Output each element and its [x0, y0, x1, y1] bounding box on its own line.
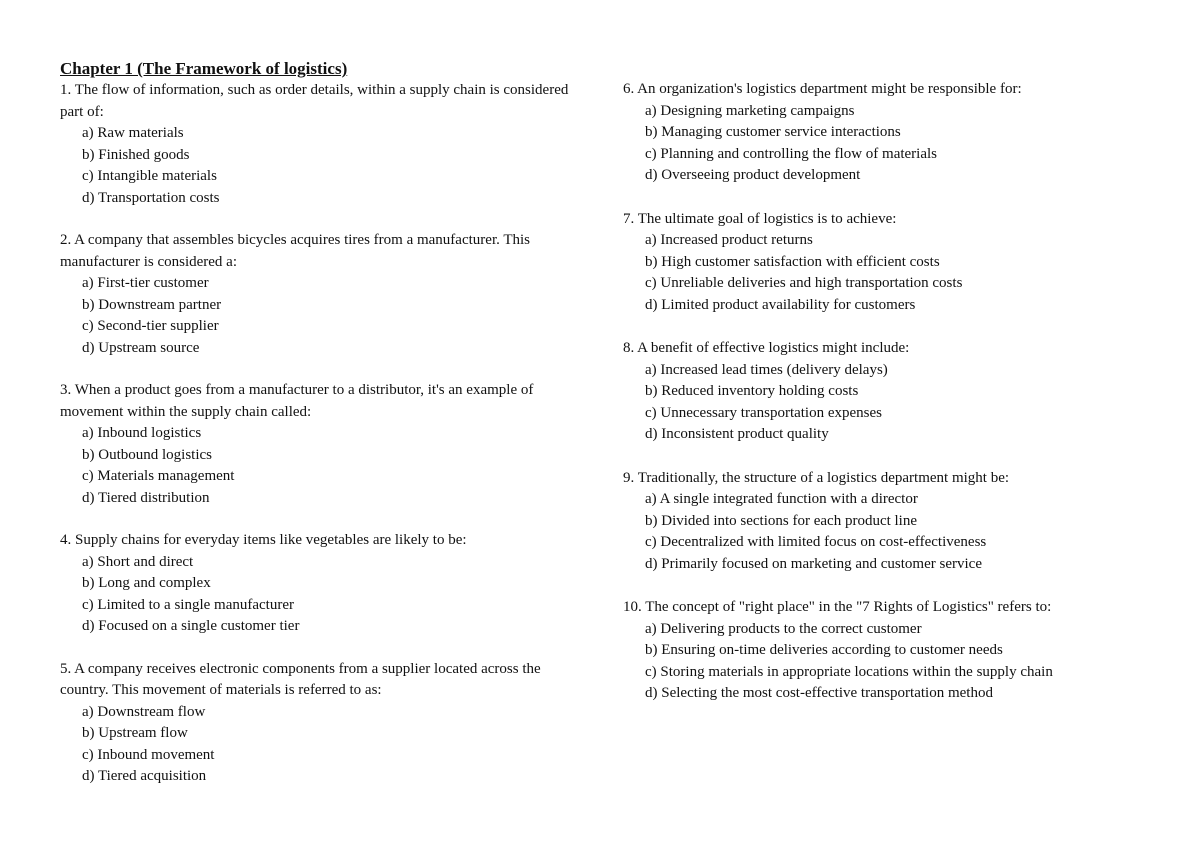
left-question-list: [60, 80, 580, 788]
question-text: 7. The ultimate goal of logistics is to achieve:: [623, 210, 897, 227]
answer-option: a) A single integrated function with a director: [645, 491, 918, 507]
question-block: [60, 80, 580, 209]
answer-option: c) Second-tier supplier: [82, 318, 219, 334]
answer-option: b) Reduced inventory holding costs: [645, 383, 859, 399]
answer-option: b) Long and complex: [82, 575, 211, 591]
answer-option: d) Inconsistent product quality: [645, 426, 829, 442]
question-text: 2. A company that assembles bicycles acquires tires from a manufacturer. This manufacturer is considered a:: [60, 232, 531, 270]
answer-option: b) Finished goods: [82, 146, 190, 163]
answer-option: d) Focused on a single customer tier: [82, 618, 300, 634]
answer-options: [60, 423, 580, 509]
answer-option: b) Downstream partner: [82, 296, 222, 313]
answer-option: d) Transportation costs: [82, 189, 220, 206]
answer-option: b) High customer satisfaction with efficient costs: [645, 253, 940, 270]
answer-option: d) Overseeing product development: [645, 167, 861, 183]
answer-option: a) Inbound logistics: [82, 425, 202, 441]
answer-option: a) Designing marketing campaigns: [645, 102, 855, 119]
right-question-list: [623, 79, 1143, 705]
answer-option: a) Increased product returns: [645, 232, 813, 248]
answer-option: a) Raw materials: [82, 125, 184, 141]
question-text: 4. Supply chains for everyday items like vegetables are likely to be:: [60, 532, 467, 548]
question-block: [623, 209, 1143, 317]
left-column: [60, 58, 580, 809]
question-text: 3. When a product goes from a manufacturer to a distributor, it's an example of movement within the supply chain called:: [60, 382, 534, 420]
answer-option: c) Inbound movement: [82, 746, 215, 763]
question-text: 5. A company receives electronic components from a supplier located across the country. This movement of materials is referred to as:: [60, 660, 541, 698]
answer-option: b) Outbound logistics: [82, 446, 212, 463]
answer-options: [60, 552, 580, 638]
answer-option: b) Managing customer service interactions: [645, 124, 901, 140]
answer-option: b) Upstream flow: [82, 725, 188, 741]
answer-option: c) Planning and controlling the flow of materials: [645, 145, 938, 162]
answer-option: c) Unnecessary transportation expenses: [645, 404, 882, 421]
answer-options: [60, 702, 580, 788]
right-column: [623, 79, 1143, 727]
answer-option: d) Selecting the most cost-effective transportation method: [645, 685, 993, 701]
answer-option: c) Storing materials in appropriate locations within the supply chain: [645, 663, 1053, 680]
question-text: 9. Traditionally, the structure of a logistics department might be:: [623, 469, 1010, 486]
answer-option: a) Delivering products to the correct customer: [645, 620, 922, 637]
chapter-title: Chapter 1 (The Framework of logistics): [60, 59, 348, 78]
answer-options: [623, 230, 1143, 316]
answer-option: c) Unreliable deliveries and high transportation costs: [645, 275, 963, 291]
question-block: [623, 338, 1143, 446]
answer-option: b) Ensuring on-time deliveries according to customer needs: [645, 642, 1003, 658]
answer-option: d) Limited product availability for customers: [645, 296, 916, 313]
answer-options: [623, 489, 1143, 575]
answer-option: a) Short and direct: [82, 553, 194, 570]
answer-options: [623, 360, 1143, 446]
answer-option: d) Tiered distribution: [82, 489, 210, 506]
answer-option: c) Intangible materials: [82, 168, 217, 184]
question-block: [60, 380, 580, 509]
answer-options: [623, 619, 1143, 705]
question-block: [60, 659, 580, 788]
question-block: [60, 230, 580, 359]
answer-option: c) Limited to a single manufacturer: [82, 596, 294, 613]
answer-option: d) Primarily focused on marketing and customer service: [645, 555, 982, 572]
question-text: 8. A benefit of effective logistics might include:: [623, 340, 910, 356]
answer-option: a) Downstream flow: [82, 703, 206, 720]
answer-option: b) Divided into sections for each product line: [645, 512, 918, 529]
question-block: [60, 530, 580, 638]
answer-options: [623, 101, 1143, 187]
answer-option: c) Decentralized with limited focus on cost-effectiveness: [645, 534, 987, 550]
answer-option: a) First-tier customer: [82, 275, 209, 291]
question-text: 10. The concept of "right place" in the "7 Rights of Logistics" refers to:: [623, 599, 1052, 615]
answer-option: c) Materials management: [82, 468, 235, 484]
question-block: [623, 468, 1143, 576]
question-text: 6. An organization's logistics department might be responsible for:: [623, 81, 1022, 97]
answer-option: a) Increased lead times (delivery delays): [645, 361, 888, 378]
answer-option: d) Upstream source: [82, 339, 200, 356]
question-block: [623, 597, 1143, 705]
question-block: [623, 79, 1143, 187]
answer-option: d) Tiered acquisition: [82, 768, 207, 784]
answer-options: [60, 123, 580, 209]
answer-options: [60, 273, 580, 359]
question-text: 1. The flow of information, such as order details, within a supply chain is considered part of:: [60, 82, 569, 120]
